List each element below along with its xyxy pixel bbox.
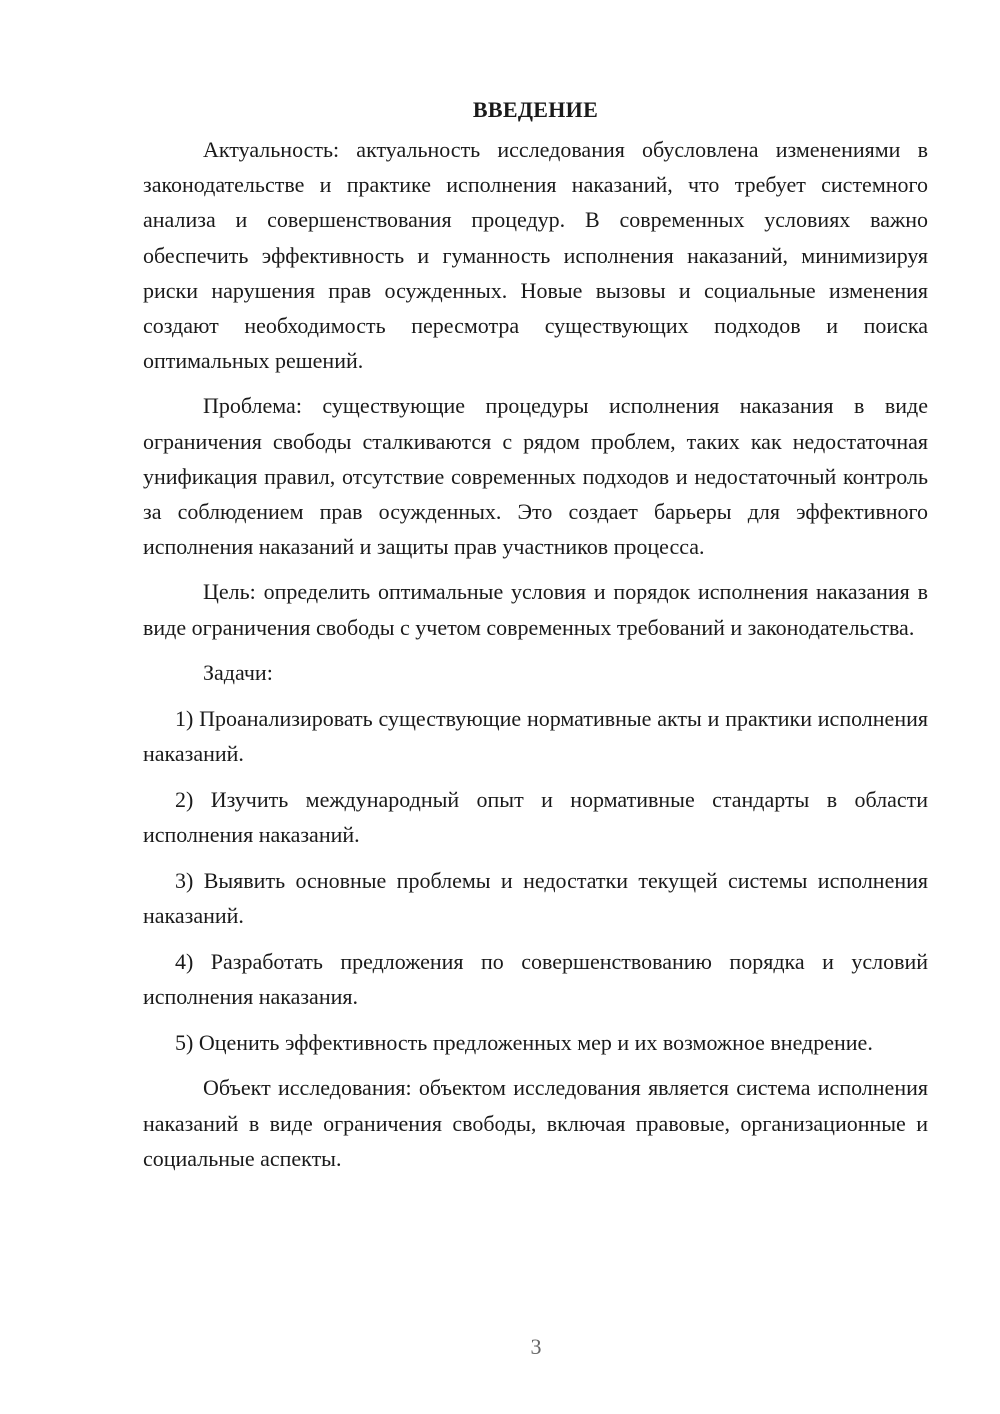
page-number: 3 [530,1334,542,1359]
task-item-4: 4) Разработать предложения по совершенствованию порядка и условий исполнения наказания. [143,948,928,1009]
task-item-3: 3) Выявить основные проблемы и недостатки текущей системы исполнения наказаний. [143,867,928,928]
task-item-2: 2) Изучить международный опыт и нормативные стандарты в области исполнения наказаний. [143,786,928,847]
task-item-1: 1) Проанализировать существующие нормативные акты и практики исполнения наказаний. [143,705,928,766]
paragraph-relevance: Актуальность: актуальность исследования обусловлена изменениями в законодательстве и практике исполнения наказаний, что требует системного анализа и совершенствования процедур. В современных условиях важно обеспечить эффективность и гуманность исполнения наказаний, минимизируя риски нарушения прав осужденных. Новые вызовы и социальные изменения создают необходимость пересмотра существующих подходов и поиска оптимальных решений. [143,137,928,374]
tasks-label: Задачи: [203,659,273,685]
section-title: ВВЕДЕНИЕ [472,97,599,122]
paragraph-object: Объект исследования: объектом исследования является система исполнения наказаний в виде ограничения свободы, включая правовые, организационные и социальные аспекты. [143,1075,928,1171]
paragraph-goal: Цель: определить оптимальные условия и порядок исполнения наказания в виде ограничения свободы с учетом современных требований и законодательства. [143,579,928,640]
document-page [143,92,928,1186]
paragraph-problem: Проблема: существующие процедуры исполнения наказания в виде ограничения свободы сталкиваются с рядом проблем, таких как недостаточная унификация правил, отсутствие современных подходов и недостаточный контроль за соблюдением прав осужденных. Это создает барьеры для эффективного исполнения наказаний и защиты прав участников процесса. [143,393,928,560]
task-item-5: 5) Оценить эффективность предложенных мер и их возможное внедрение. [175,1029,873,1055]
